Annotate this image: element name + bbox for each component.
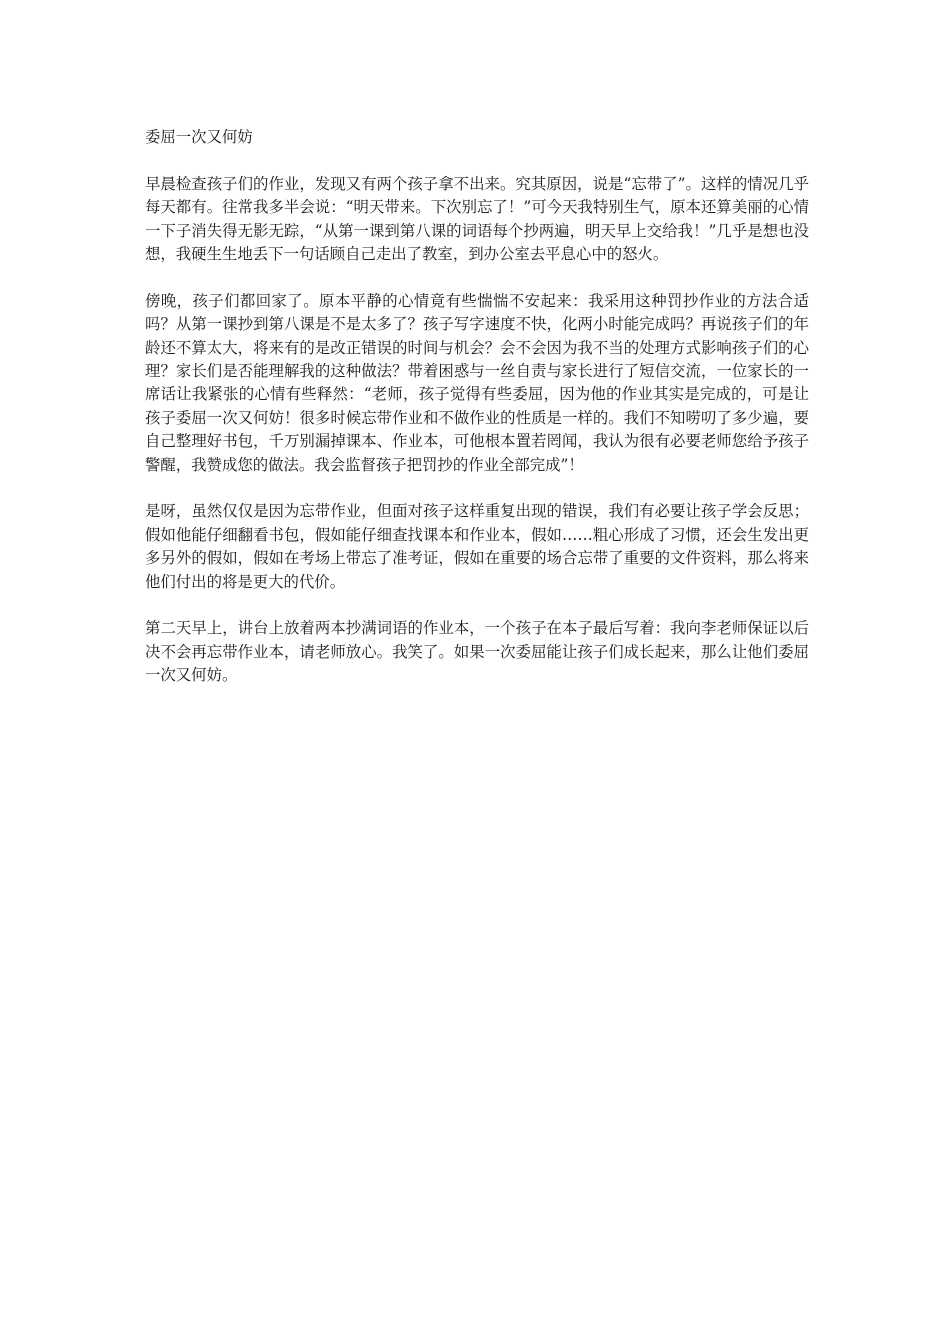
paragraph-3: 是呀，虽然仅仅是因为忘带作业，但面对孩子这样重复出现的错误，我们有必要让孩子学会反思；假如他能仔细翻看书包，假如能仔细查找课本和作业本，假如……粗心形成了习惯，还会生发出更多另外的假如，假如在考场上带忘了准考证，假如在重要的场合忘带了重要的文件资料，那么将来他们付出的将是更大的代价。 xyxy=(145,502,809,591)
paragraph-4: 第二天早上，讲台上放着两本抄满词语的作业本，一个孩子在本子最后写着：我向李老师保证以后决不会再忘带作业本，请老师放心。我笑了。如果一次委屈能让孩子们成长起来，那么让他们委屈一次又何妨。 xyxy=(145,619,809,685)
document-title: 委屈一次又何妨 xyxy=(145,128,253,146)
document-body xyxy=(145,126,809,711)
paragraph-1: 早晨检查孩子们的作业，发现又有两个孩子拿不出来。究其原因，说是“忘带了”。这样的情况几乎每天都有。往常我多半会说：“明天带来。下次别忘了！”可今天我特别生气，原本还算美丽的心情一下子消失得无影无踪，“从第一课到第八课的词语每个抄两遍，明天早上交给我！”几乎是想也没想，我硬生生地丢下一句话顾自己走出了教室，到办公室去平息心中的怒火。 xyxy=(145,174,809,264)
paragraph-2: 傍晚，孩子们都回家了。原本平静的心情竟有些惴惴不安起来：我采用这种罚抄作业的方法合适吗？从第一课抄到第八课是不是太多了？孩子写字速度不快，化两小时能完成吗？再说孩子们的年龄还不算太大，将来有的是改正错误的时间与机会？会不会因为我不当的处理方式影响孩子们的心理？家长们是否能理解我的这种做法？带着困惑与一丝自责与家长进行了短信交流，一位家长的一席话让我紧张的心情有些释然：“老师，孩子觉得有些委屈，因为他的作业其实是完成的，可是让孩子委屈一次又何妨！很多时候忘带作业和不做作业的性质是一样的。我们不知唠叨了多少遍，要自己整理好书包，千万别漏掉课本、作业本，可他根本置若罔闻，我认为很有必要老师您给予孩子警醒，我赞成您的做法。我会监督孩子把罚抄的作业全部完成”！ xyxy=(145,291,809,474)
